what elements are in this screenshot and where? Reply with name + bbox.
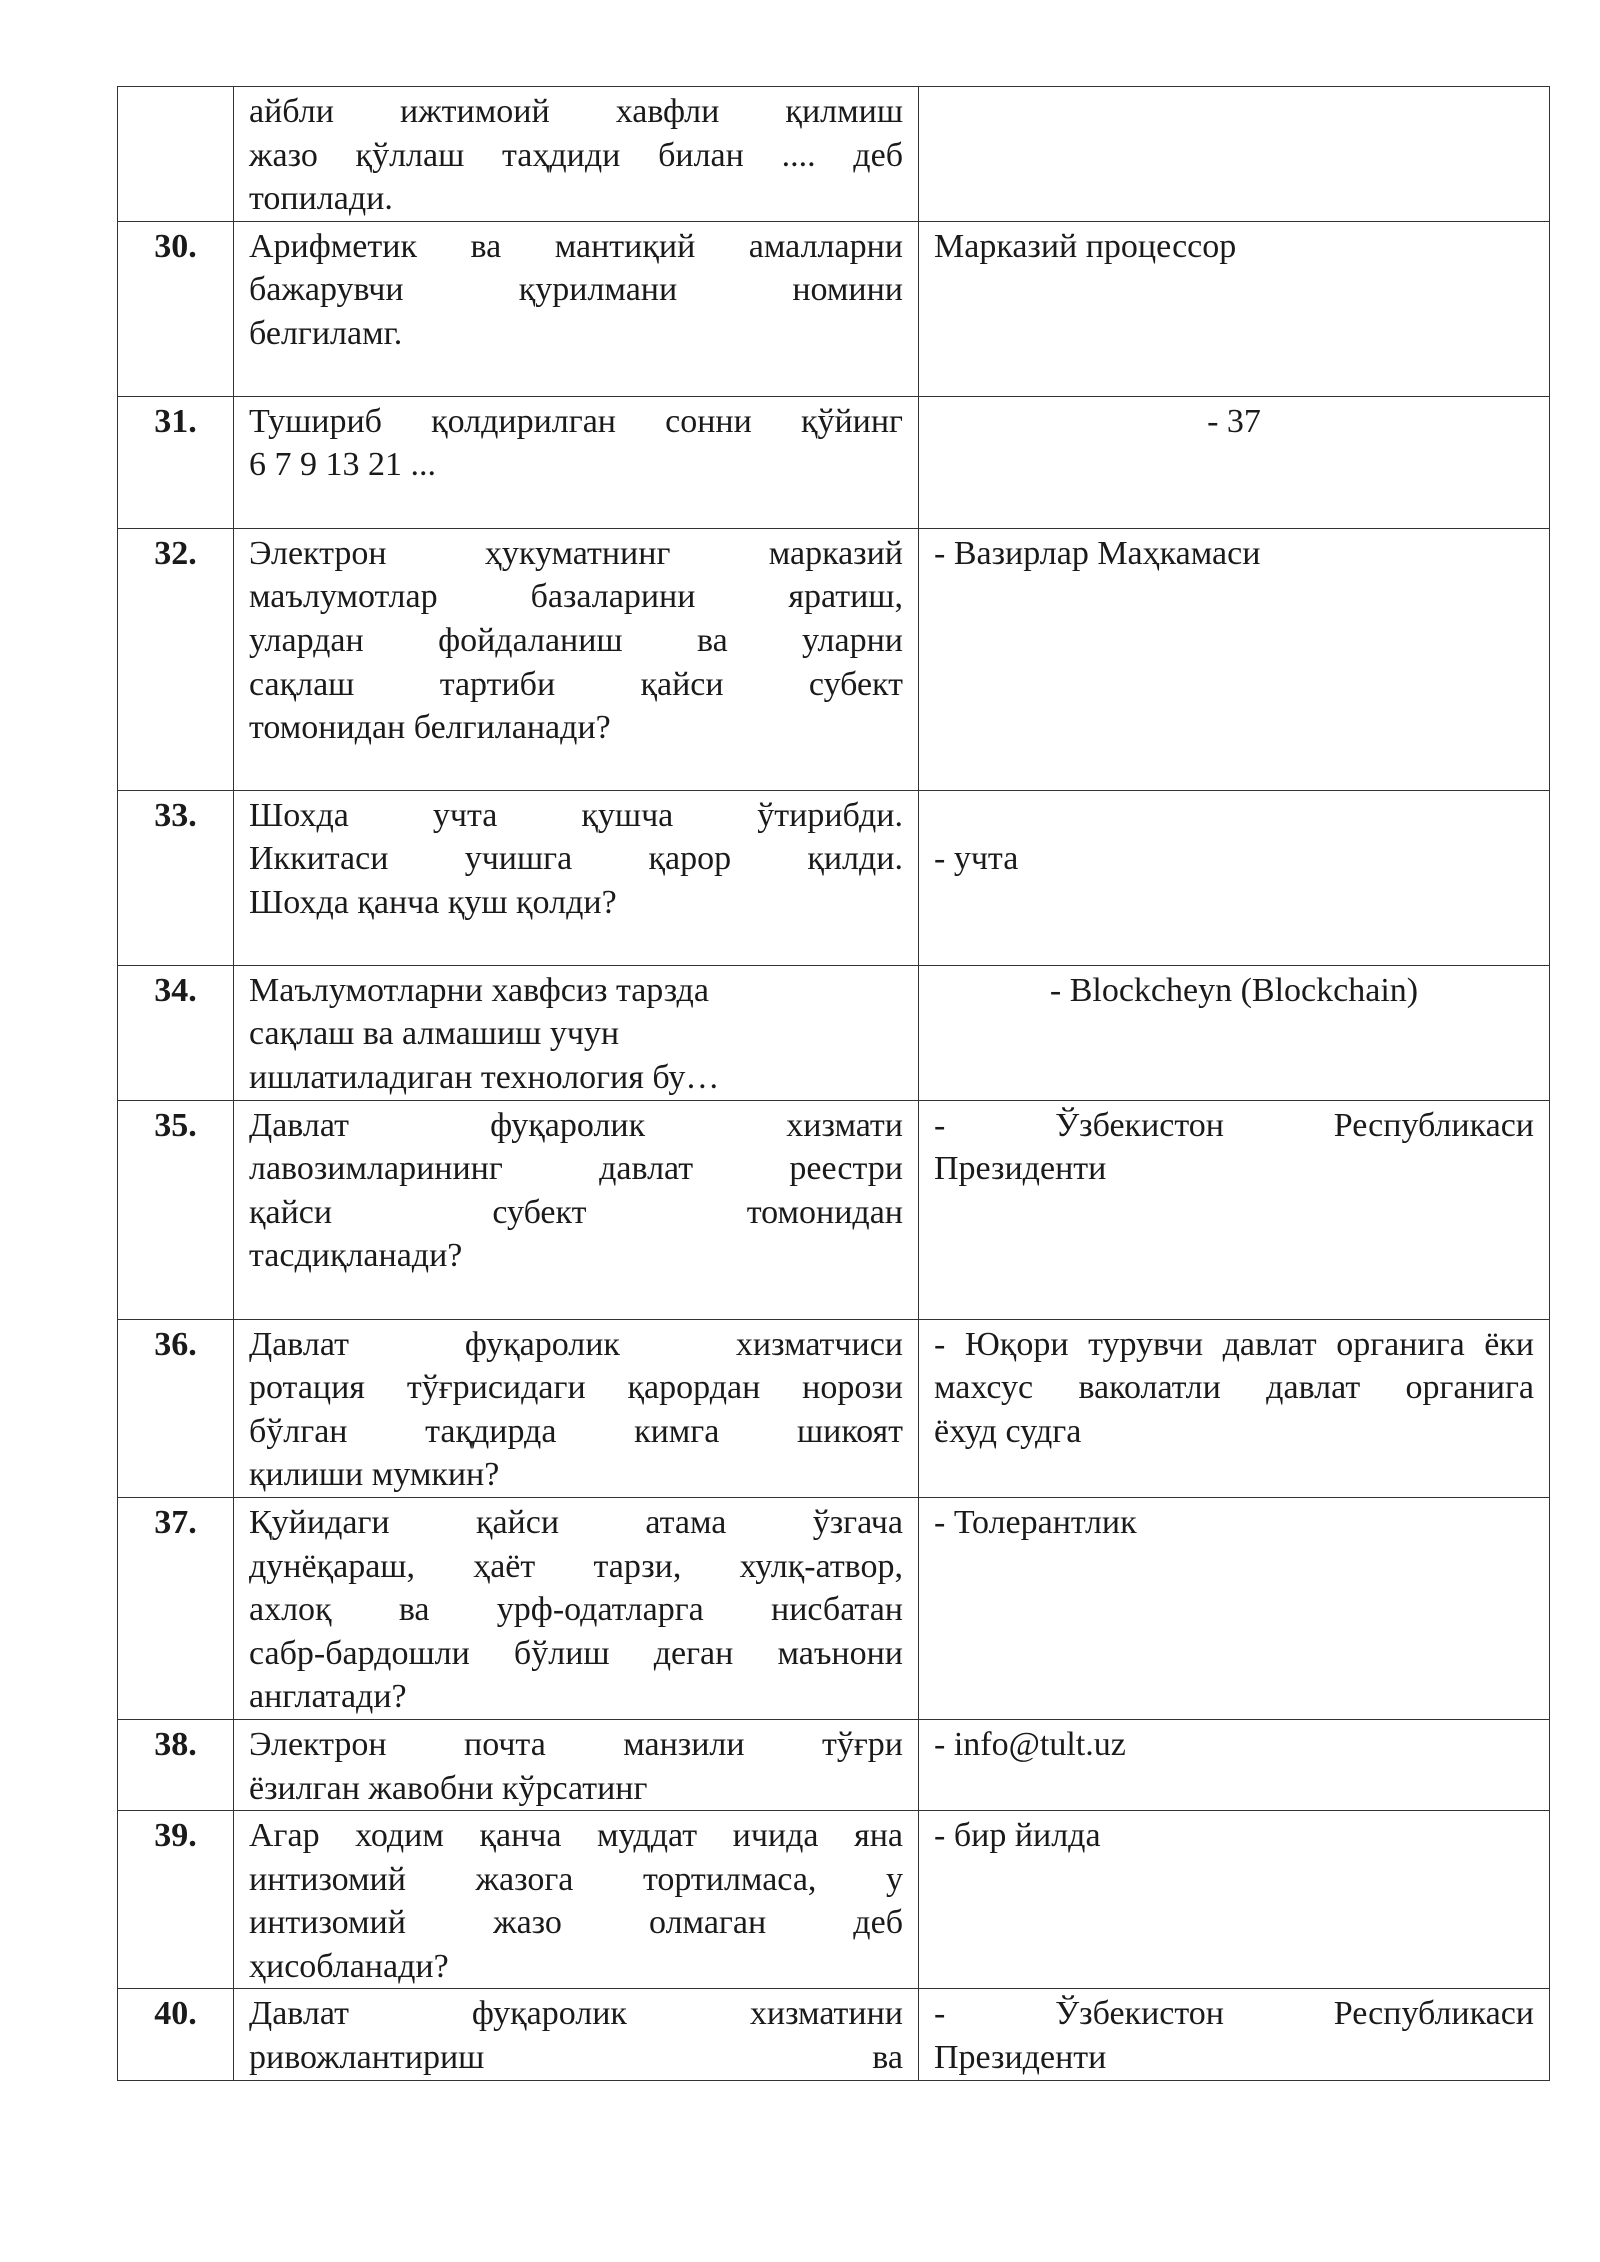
question-text-line: интизомий жазо олмаган деб (249, 1904, 903, 1942)
question-text-line: қайси субект томонидан (249, 1193, 903, 1231)
question-cell (234, 790, 919, 965)
question-text-line: томонидан белгиланади? (249, 709, 611, 747)
question-number: 39. (154, 1817, 197, 1855)
question-cell (234, 528, 919, 790)
question-text-line: дунёқараш, ҳаёт тарзи, хулқ-атвор, (249, 1547, 903, 1585)
question-number-cell (118, 1497, 234, 1719)
answer-text-line: - учта (934, 840, 1019, 878)
question-text-line: Давлат фуқаролик хизмати (249, 1106, 903, 1144)
question-number: 40. (154, 1995, 197, 2033)
table-row (118, 87, 1550, 222)
question-text-line: ишлатиладиган технология бу… (249, 1058, 720, 1096)
table-row (118, 1100, 1550, 1319)
question-text-line: лавозимларининг давлат реестри (249, 1150, 903, 1188)
question-number: 32. (154, 534, 197, 572)
question-text-line: Шохда қанча қуш қолди? (249, 883, 617, 921)
question-text-line: Тушириб қолдирилган сонни қўйинг (249, 402, 903, 440)
question-number: 30. (154, 227, 197, 265)
question-number-cell (118, 1319, 234, 1497)
table-row (118, 1811, 1550, 1989)
question-cell (234, 1100, 919, 1319)
answer-text-line: Президенти (934, 1150, 1107, 1188)
question-number: 37. (154, 1503, 197, 1541)
question-text-line: Электрон ҳукуматнинг марказий (249, 534, 903, 572)
answer-text-line: Марказий процессор (934, 227, 1237, 265)
answer-text-line: - Blockcheyn (Blockchain) (1049, 971, 1419, 1009)
question-number-cell (118, 87, 234, 222)
question-text-line: Агар ходим қанча муддат ичида яна (249, 1817, 903, 1855)
question-cell (234, 221, 919, 396)
question-text-line: ёзилган жавобни кўрсатинг (249, 1769, 648, 1807)
answer-cell (919, 1989, 1550, 2080)
question-number-cell (118, 1811, 234, 1989)
question-text-line: ҳисобланади? (249, 1947, 449, 1985)
answer-text-line: - Юқори турувчи давлат органига ёки (934, 1325, 1534, 1363)
question-number: 35. (154, 1106, 197, 1144)
qa-table-body (118, 87, 1550, 2081)
answer-text-line: махсус ваколатли давлат органига (934, 1369, 1534, 1407)
answer-text-line: - Ўзбекистон Республикаси (934, 1995, 1534, 2033)
answer-cell (919, 528, 1550, 790)
question-text-line: 6 7 9 13 21 ... (249, 446, 436, 484)
question-cell (234, 1319, 919, 1497)
question-cell (234, 1719, 919, 1810)
question-text-line: Қуйидаги қайси атама ўзгача (249, 1503, 903, 1541)
question-text-line: улардан фойдаланиш ва уларни (249, 621, 903, 659)
question-text-line: ахлоқ ва урф-одатларга нисбатан (249, 1591, 903, 1629)
table-row (118, 1719, 1550, 1810)
answer-cell (919, 396, 1550, 528)
table-row (118, 965, 1550, 1100)
question-text-line: Маълумотларни хавфсиз тарзда (249, 971, 709, 1009)
table-row (118, 1989, 1550, 2080)
question-text-line: айбли ижтимоий хавфли қилмиш (249, 93, 903, 130)
question-cell (234, 965, 919, 1100)
question-number-cell (118, 1100, 234, 1319)
question-text-line: англатади? (249, 1678, 407, 1716)
answer-text-line: - Толерантлик (934, 1503, 1137, 1541)
answer-text-line: - info@tult.uz (934, 1725, 1126, 1763)
answer-cell (919, 965, 1550, 1100)
answer-cell (919, 221, 1550, 396)
question-cell (234, 1811, 919, 1989)
answer-text-line: Президенти (934, 2039, 1107, 2077)
answer-text-line: ёхуд судга (934, 1412, 1082, 1450)
question-text-line: сабр-бардошли бўлиш деган маънони (249, 1634, 903, 1672)
question-text-line: ривожлантириш ва (249, 2039, 903, 2077)
question-text-line: жазо қўллаш таҳдиди билан .... деб (249, 136, 903, 174)
question-text-line: сақлаш тартиби қайси субект (249, 665, 903, 703)
question-cell (234, 1989, 919, 2080)
question-text-line: бўлган тақдирда кимга шикоят (249, 1412, 903, 1450)
question-cell (234, 396, 919, 528)
table-row (118, 396, 1550, 528)
answer-cell (919, 87, 1550, 222)
answer-cell (919, 1100, 1550, 1319)
answer-text-line (934, 90, 1534, 134)
question-text-line: интизомий жазога тортилмаса, у (249, 1860, 903, 1898)
question-number-cell (118, 965, 234, 1100)
question-text-line: Арифметик ва мантиқий амалларни (249, 227, 903, 265)
question-text-line: белгиламг. (249, 314, 403, 352)
table-row (118, 221, 1550, 396)
question-number: 33. (154, 796, 197, 834)
question-cell (234, 1497, 919, 1719)
answer-cell (919, 1497, 1550, 1719)
question-number-cell (118, 1719, 234, 1810)
question-text-line: Шохда учта қушча ўтирибди. (249, 796, 903, 834)
table-row (118, 1497, 1550, 1719)
question-cell (234, 87, 919, 222)
qa-table (117, 86, 1550, 2081)
question-text-line: бажарувчи қурилмани номини (249, 271, 903, 309)
question-number: 36. (154, 1325, 197, 1363)
question-number-cell (118, 221, 234, 396)
answer-text-line: - 37 (1207, 402, 1261, 440)
question-number: 38. (154, 1725, 197, 1763)
question-number-cell (118, 396, 234, 528)
question-text-line: топилади. (249, 180, 393, 218)
table-row (118, 528, 1550, 790)
answer-text-line (934, 794, 1534, 838)
question-number (118, 87, 233, 90)
question-text-line: қилиши мумкин? (249, 1456, 500, 1494)
answer-cell (919, 790, 1550, 965)
table-row (118, 1319, 1550, 1497)
question-number-cell (118, 528, 234, 790)
question-number-cell (118, 1989, 234, 2080)
question-text-line: сақлаш ва алмашиш учун (249, 1015, 620, 1053)
answer-cell (919, 1719, 1550, 1810)
question-text-line: ротация тўғрисидаги қарордан норози (249, 1369, 903, 1407)
answer-cell (919, 1319, 1550, 1497)
answer-cell (919, 1811, 1550, 1989)
question-number: 31. (154, 402, 197, 440)
question-number-cell (118, 790, 234, 965)
question-number: 34. (154, 971, 197, 1009)
question-text-line: Давлат фуқаролик хизматчиси (249, 1325, 903, 1363)
question-text-line: Иккитаси учишга қарор қилди. (249, 840, 903, 878)
question-text-line: Электрон почта манзили тўғри (249, 1725, 903, 1763)
question-text-line: тасдиқланади? (249, 1237, 463, 1275)
table-row (118, 790, 1550, 965)
answer-text-line: - Ўзбекистон Республикаси (934, 1106, 1534, 1144)
answer-text-line: - Вазирлар Маҳкамаси (934, 534, 1261, 572)
answer-text-line: - бир йилда (934, 1817, 1101, 1855)
question-text-line: Давлат фуқаролик хизматини (249, 1995, 903, 2033)
question-text-line: маълумотлар базаларини яратиш, (249, 578, 903, 616)
